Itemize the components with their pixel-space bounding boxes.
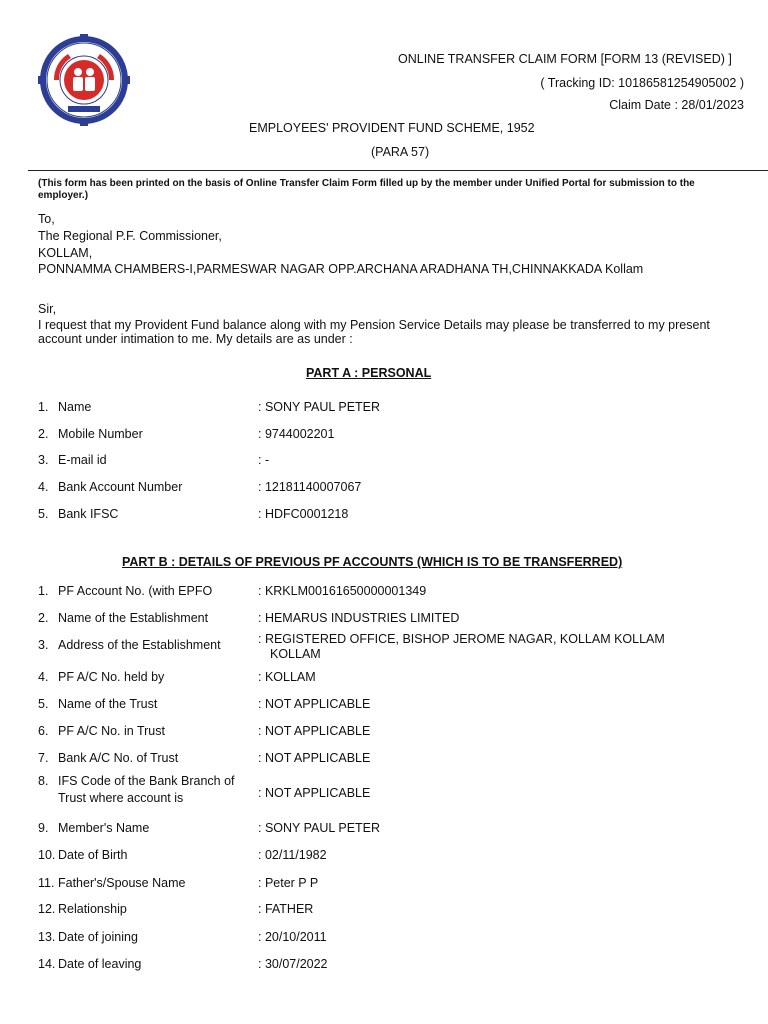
- row-value: : FATHER: [258, 902, 314, 916]
- row-label: Date of joining: [58, 930, 138, 944]
- row-value: : SONY PAUL PETER: [258, 400, 381, 414]
- row-value: : NOT APPLICABLE: [258, 786, 371, 800]
- row-number: 11.: [38, 876, 55, 890]
- row-value: : SONY PAUL PETER: [258, 821, 381, 835]
- row-number: 1.: [38, 400, 49, 414]
- row-value: : 02/11/1982: [258, 848, 327, 862]
- row-label: Mobile Number: [58, 427, 143, 441]
- epfo-logo: [38, 34, 130, 126]
- row-value: : HEMARUS INDUSTRIES LIMITED: [258, 611, 460, 625]
- row-value: : -: [258, 453, 270, 467]
- request-line-2: account under intimation to me. My details are as under :: [38, 332, 353, 346]
- row-label: Name: [58, 400, 92, 414]
- row-label: Bank A/C No. of Trust: [58, 751, 179, 765]
- row-label: PF A/C No. held by: [58, 670, 165, 684]
- row-value: : NOT APPLICABLE: [258, 724, 371, 738]
- row-label: Father's/Spouse Name: [58, 876, 186, 890]
- row-label: Bank IFSC: [58, 507, 119, 521]
- row-value: : NOT APPLICABLE: [258, 697, 371, 711]
- row-label: Date of Birth: [58, 848, 128, 862]
- row-value: : KRKLM00161650000001349: [258, 584, 427, 598]
- row-value: : 9744002201: [258, 427, 335, 441]
- row-number: 7.: [38, 751, 49, 765]
- part-b-heading: PART B : DETAILS OF PREVIOUS PF ACCOUNTS (WHICH IS TO BE TRANSFERRED): [122, 555, 623, 569]
- form-title: ONLINE TRANSFER CLAIM FORM [FORM 13 (REVISED) ]: [398, 52, 732, 66]
- row-number: 1.: [38, 584, 49, 598]
- row-number: 14.: [38, 957, 56, 971]
- row-number: 10.: [38, 848, 56, 862]
- row-label: Member's Name: [58, 821, 150, 835]
- row-value: : NOT APPLICABLE: [258, 751, 371, 765]
- row-value: : REGISTERED OFFICE, BISHOP JEROME NAGAR, KOLLAM KOLLAM: [258, 632, 665, 646]
- row-label: IFS Code of the Bank Branch of: [58, 774, 235, 788]
- claim-date: Claim Date : 28/01/2023: [609, 98, 744, 112]
- row-label: PF A/C No. in Trust: [58, 724, 165, 738]
- row-number: 2.: [38, 611, 49, 625]
- row-number: 4.: [38, 480, 49, 494]
- address-to: To,: [38, 212, 55, 226]
- row-value: : 30/07/2022: [258, 957, 328, 971]
- print-note: (This form has been printed on the basis of Online Transfer Claim Form filled up by the member under Unified Portal for submission to the employer.): [38, 178, 695, 201]
- tracking-id: ( Tracking ID: 10186581254905002 ): [540, 76, 744, 90]
- row-number: 12.: [38, 902, 56, 916]
- row-value: : KOLLAM: [258, 670, 316, 684]
- row-number: 6.: [38, 724, 49, 738]
- address-line-2: KOLLAM,: [38, 246, 93, 260]
- row-label: Name of the Establishment: [58, 611, 209, 625]
- row-number: 5.: [38, 697, 49, 711]
- row-value: : HDFC0001218: [258, 507, 349, 521]
- row-label-continued: Trust where account is: [58, 791, 184, 805]
- row-label: PF Account No. (with EPFO: [58, 584, 213, 598]
- row-number: 13.: [38, 930, 56, 944]
- row-label: E-mail id: [58, 453, 107, 467]
- row-number: 5.: [38, 507, 49, 521]
- row-label: Relationship: [58, 902, 127, 916]
- row-number: 3.: [38, 453, 49, 467]
- address-line-3: PONNAMMA CHAMBERS-I,PARMESWAR NAGAR OPP.ARCHANA ARADHANA TH,CHINNAKKADA Kollam: [38, 262, 644, 276]
- row-number: 4.: [38, 670, 49, 684]
- row-label: Bank Account Number: [58, 480, 183, 494]
- row-value: : Peter P P: [258, 876, 319, 890]
- row-label: Address of the Establishment: [58, 638, 221, 652]
- row-value-continued: KOLLAM: [270, 647, 321, 661]
- request-line-1: I request that my Provident Fund balance along with my Pension Service Details may please be transferred to my present: [38, 318, 710, 332]
- part-a-heading: PART A : PERSONAL: [306, 366, 432, 380]
- row-value: : 12181140007067: [258, 480, 362, 494]
- address-line-1: The Regional P.F. Commissioner,: [38, 229, 222, 243]
- scheme-title: EMPLOYEES' PROVIDENT FUND SCHEME, 1952: [249, 121, 535, 135]
- row-label: Date of leaving: [58, 957, 142, 971]
- row-label: Name of the Trust: [58, 697, 158, 711]
- para-label: (PARA 57): [371, 145, 430, 159]
- salutation: Sir,: [38, 302, 57, 316]
- row-number: 2.: [38, 427, 49, 441]
- row-number: 9.: [38, 821, 49, 835]
- header-divider: [28, 170, 768, 171]
- row-value: : 20/10/2011: [258, 930, 327, 944]
- row-number: 3.: [38, 638, 49, 652]
- row-number: 8.: [38, 774, 49, 788]
